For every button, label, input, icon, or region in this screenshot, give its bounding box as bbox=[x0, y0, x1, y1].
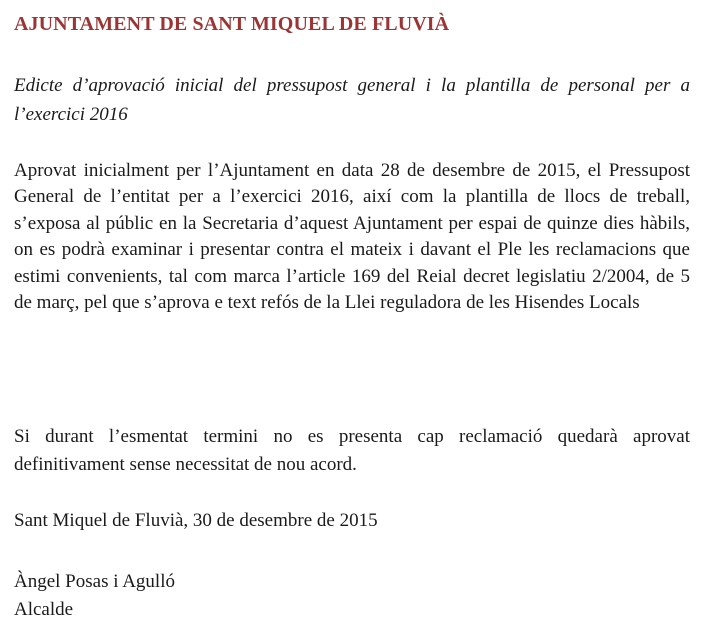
signatory-name: Àngel Posas i Agulló bbox=[14, 571, 175, 592]
document-subtitle: Edicte d’aprovació inicial del pressupost general i la plantilla de personal per a l’exercici 2016 bbox=[14, 75, 690, 125]
body-paragraph: Aprovat inicialment per l’Ajuntament en data 28 de desembre de 2015, el Pressupost General de l’entitat per a l’exercici 2016, així com la plantilla de llocs de treball, s’exposa al públic en la Secretaria d’aquest Ajuntament per espai de quinze dies hàbils, on es podrà examinar i presentar contra el mateix i davant el Ple les reclamacions que estimi convenients, tal com marca l’article 169 del Reial decret legislatiu 2/2004, de 5 de març, pel que s’aprova e text refós de la Llei reguladora de les Hisendes Locals bbox=[14, 160, 690, 314]
place-and-date: Sant Miquel de Fluvià, 30 de desembre de 2015 bbox=[14, 510, 378, 531]
second-paragraph: Si durant l’esmentat termini no es presenta cap reclamació quedarà aprovat definitivament sense necessitat de nou acord. bbox=[14, 426, 690, 475]
signatory-role: Alcalde bbox=[14, 599, 74, 620]
document-title: AJUNTAMENT DE SANT MIQUEL DE FLUVIÀ bbox=[14, 13, 450, 35]
